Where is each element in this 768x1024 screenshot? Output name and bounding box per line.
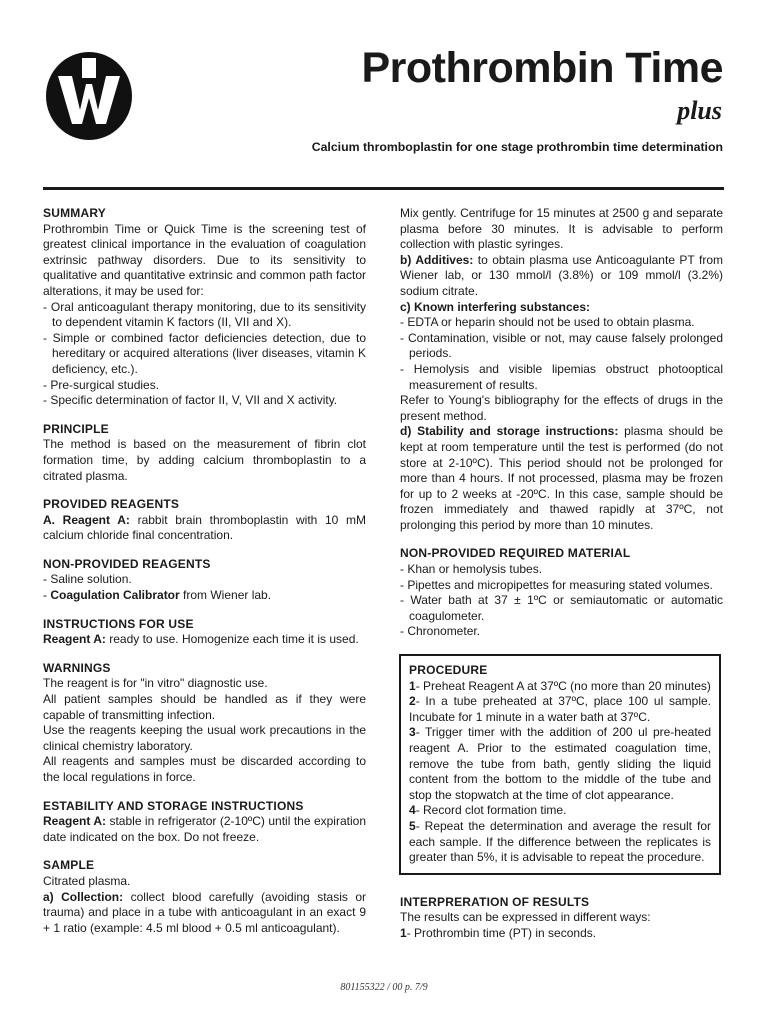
collection-body: collect blood carefully (avoiding stasis or trauma) and place in a tube with anticoagulant in an exact 9 + 1 ratio (example: 4.5 ml blood + 0.5 ml anticoagulant).: [43, 889, 366, 935]
procedure-step: [409, 679, 711, 695]
warnings-paragraph: All reagents and samples must be discarded according to the local regulations in force.: [43, 754, 366, 784]
instructions-text: [43, 632, 366, 648]
sample-heading: SAMPLE: [43, 858, 95, 873]
stability-label: d) Stability and storage instructions:: [400, 424, 619, 439]
procedure-step: [409, 819, 711, 866]
additives-text: [400, 253, 723, 300]
procedure-heading: PROCEDURE: [409, 663, 488, 678]
collection-continued: Mix gently. Centrifuge for 15 minutes at 2500 g and separate plasma before 30 minutes. It is advisable to perform collection with plastic syringes.: [400, 206, 723, 252]
item-text: - Prothrombin time (PT) in seconds.: [406, 925, 597, 940]
material-item: - Pipettes and micropipettes for measuring stated volumes.: [400, 577, 713, 592]
page-title: Prothrombin Time: [361, 44, 723, 92]
calibrator-label: Coagulation Calibrator: [50, 588, 180, 603]
sample-continued: [400, 206, 723, 533]
sample-line: Citrated plasma.: [43, 873, 131, 888]
reagent-a-description: [43, 513, 366, 544]
step-text: - Trigger timer with the addition of 200 ul pre-heated reagent A. Prior to the estimated coagulation time, remove the tube from bath, gently sliding the liquid content from the bottom to the middle of the tube and stop the stopwatch at the time of clot appearance.: [409, 725, 711, 802]
procedure-step: [409, 725, 711, 803]
instructions-label: Reagent A:: [43, 632, 106, 647]
non-provided-item: [43, 588, 366, 604]
additives-label: b) Additives:: [400, 252, 474, 267]
material-item: - Chronometer.: [400, 624, 481, 639]
step-text: - Record clot formation time.: [415, 803, 567, 818]
step-number: 4: [409, 803, 416, 818]
provided-reagents-section: [43, 497, 366, 544]
summary-item: - Oral anticoagulant therapy monitoring, due to its sensitivity to dependent vitamin K factors (II, VII and X).: [43, 299, 366, 330]
item-number: 1: [400, 925, 407, 940]
material-item: - Khan or hemolysis tubes.: [400, 562, 543, 577]
interpretation-section: [400, 895, 723, 942]
interpretation-heading: INTERPRERATION OF RESULTS: [400, 894, 590, 909]
stability-text: [400, 424, 723, 533]
storage-section: [43, 799, 366, 846]
step-text: - Preheat Reagent A at 37ºC (no more than 20 minutes): [415, 678, 711, 693]
interfering-note: Refer to Young's bibliography for the effects of drugs in the present method.: [400, 393, 723, 423]
warnings-section: [43, 661, 366, 786]
instructions-body: ready to use. Homogenize each time it is used.: [105, 632, 359, 647]
title-suffix: plus: [677, 96, 722, 125]
required-material-section: [400, 546, 723, 640]
additives-body: to obtain plasma use Anticoagulante PT from Wiener lab, or 130 mmol/l (3.8%) or 109 mmol/l (3.2%) sodium citrate.: [400, 252, 723, 298]
summary-item: - Simple or combined factor deficiencies detection, due to hereditary or acquired alterations (liver diseases, vitamin K deficiency, etc.).: [43, 330, 366, 376]
reagent-a-text: rabbit brain thromboplastin with 10 mM calcium chloride final concentration.: [43, 512, 367, 543]
left-column: [43, 206, 366, 936]
non-provided-reagents-heading: NON-PROVIDED REAGENTS: [43, 556, 211, 571]
interfering-item: - EDTA or heparin should not be used to obtain plasma.: [400, 315, 695, 330]
step-text: - In a tube preheated at 37ºC, place 100 ul sample. Incubate for 1 minute in a water bath at 37ºC.: [409, 694, 711, 724]
header-rule: [43, 187, 724, 190]
interfering-item: - Hemolysis and visible lipemias obstruct photooptical measurement of results.: [400, 361, 723, 392]
collection-label: a) Collection:: [43, 889, 124, 904]
procedure-box: [399, 654, 721, 875]
interpretation-item: [400, 926, 723, 942]
page-subtitle: Calcium thromboplastin for one stage prothrombin time determination: [311, 140, 723, 154]
warnings-paragraph: The reagent is for "in vitro" diagnostic use.: [43, 676, 268, 691]
storage-label: Reagent A:: [43, 814, 107, 829]
step-number: 1: [409, 678, 416, 693]
principle-section: [43, 422, 366, 484]
step-number: 3: [409, 725, 416, 740]
non-provided-reagents-section: [43, 557, 366, 604]
principle-text: The method is based on the measurement of fibrin clot formation time, by adding calcium thromboplastin to a citrated plasma.: [43, 437, 366, 483]
page-footer: 801155322 / 00 p. 7/9: [340, 982, 428, 993]
required-material-heading: NON-PROVIDED REQUIRED MATERIAL: [400, 546, 631, 561]
interfering-label: c) Known interfering substances:: [400, 299, 591, 314]
procedure-step: [409, 803, 711, 819]
warnings-heading: WARNINGS: [43, 660, 111, 675]
storage-heading: ESTABILITY AND STORAGE INSTRUCTIONS: [43, 798, 304, 813]
calibrator-text: from Wiener lab.: [179, 588, 272, 603]
non-provided-item: - Saline solution.: [43, 572, 132, 587]
step-text: - Repeat the determination and average the result for each sample. If the difference between the replicates is greater than 5%, it is advisable to repeat the procedure.: [409, 818, 711, 865]
summary-intro: Prothrombin Time or Quick Time is the screening test of greatest clinical importance in the evaluation of coagulation extrinsic pathway disorders. Due to its sensitivity to qualitative and quantitative extrinsic and common path factor alterations, it may be used for:: [43, 221, 366, 298]
right-column: [400, 206, 723, 942]
summary-item: - Specific determination of factor II, V, VII and X activity.: [43, 393, 338, 408]
warnings-paragraph: Use the reagents keeping the usual work precautions in the clinical chemistry laboratory.: [43, 723, 366, 753]
collection-text: [43, 890, 366, 937]
interfering-item: - Contamination, visible or not, may cause falsely prolonged periods.: [400, 330, 723, 361]
stability-body: plasma should be kept at room temperature until the test is performed (do not store at 2-10ºC). This period should not be prolonged for more than 4 hours. If not processed, plasma may be frozen for up to 2 weeks at -20ºC. In this case, sample should be frozen immediately and thawed rapidly at 37ºC, not prolonging this period by more than 10 minutes.: [400, 424, 723, 532]
summary-section: [43, 206, 366, 409]
interpretation-text: The results can be expressed in different ways:: [400, 910, 651, 925]
storage-body: stable in refrigerator (2-10ºC) until the expiration date indicated on the box. Do not freeze.: [43, 814, 366, 844]
step-number: 2: [409, 694, 416, 709]
step-number: 5: [409, 818, 416, 833]
wiener-logo: [44, 50, 134, 142]
summary-heading: SUMMARY: [43, 206, 106, 220]
provided-reagents-heading: PROVIDED REAGENTS: [43, 497, 180, 512]
sample-section: [43, 858, 366, 936]
warnings-paragraph: All patient samples should be handled as if they were capable of transmitting infection.: [43, 692, 366, 722]
storage-text: [43, 814, 366, 845]
reagent-a-label: A. Reagent A:: [43, 512, 130, 527]
item-prefix: -: [43, 588, 51, 603]
procedure-step: [409, 694, 711, 725]
summary-item: - Pre-surgical studies.: [43, 377, 160, 392]
material-item: - Water bath at 37 ± 1ºC or semiautomatic or automatic coagulometer.: [400, 593, 723, 623]
instructions-heading: INSTRUCTIONS FOR USE: [43, 616, 194, 631]
principle-heading: PRINCIPLE: [43, 421, 109, 436]
instructions-section: [43, 617, 366, 648]
